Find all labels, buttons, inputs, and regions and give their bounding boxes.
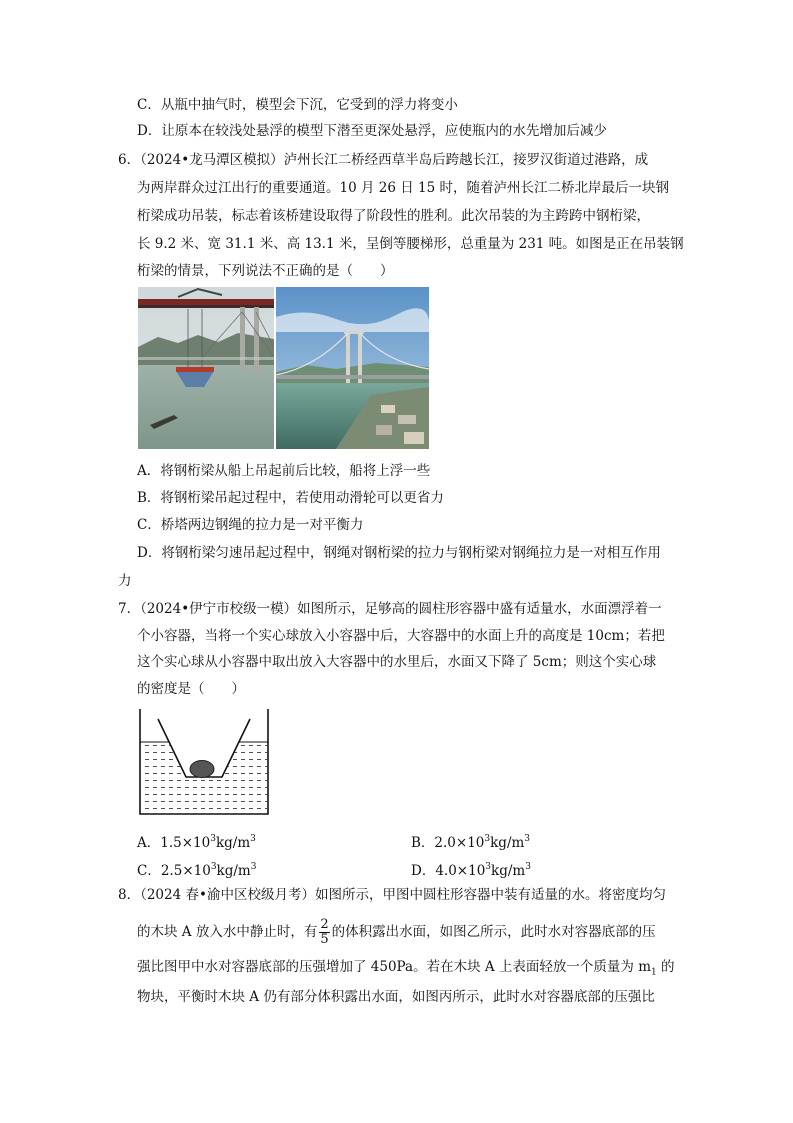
q7-stem-line-4: 的密度是（ ） xyxy=(137,681,245,697)
bridge-lifting-photo xyxy=(138,287,274,449)
q7-option-c: C．$2.5\times 10^3kg/m^3$ xyxy=(137,862,257,879)
q6-option-d: D．将钢桁梁匀速吊起过程中，钢绳对钢桁梁的拉力与钢桁梁对钢绳拉力是一对相互作用 xyxy=(137,545,661,561)
q7-stem-line-3: 这个实心球从小容器中取出放入大容器中的水里后，水面又下降了 5cm；则这个实心球 xyxy=(137,654,657,670)
q6-stem-line-1: 6．（2024•龙马潭区模拟）泸州长江二桥经西草半岛后跨越长江，接罗汉街道过港路，成 xyxy=(118,152,649,168)
q5-option-c: C．从瓶中抽气时，模型会下沉，它受到的浮力将变小 xyxy=(137,97,458,113)
q6-option-a: A．将钢桁梁从船上吊起前后比较，船将上浮一些 xyxy=(137,463,431,479)
container-diagram xyxy=(136,707,272,817)
q6-stem-line-4: 长 9.2 米、宽 31.1 米、高 13.1 米，呈倒等腰梯形，总重量为 231 吨。如图是正在吊装钢 xyxy=(137,236,684,252)
q7-stem-line-1: 7．（2024•伊宁市校级一模）如图所示，足够高的圆柱形容器中盛有适量水，水面漂浮着一 xyxy=(118,601,662,617)
q6-stem-line-5: 桁梁的情景，下列说法不正确的是（ ） xyxy=(137,263,394,279)
q7-option-d: D．$4.0\times 10^3kg/m^3$ xyxy=(411,862,531,879)
q6-option-c: C．桥塔两边钢绳的拉力是一对平衡力 xyxy=(137,517,364,533)
q5-option-d: D．让原本在较浅处悬浮的模型下潜至更深处悬浮，应使瓶内的水先增加后减少 xyxy=(137,123,607,139)
q8-stem-line-3: 强比图甲中水对容器底部的压强增加了 450Pa。若在木块 A 上表面轻放一个质量为 $m_1$ 的 xyxy=(137,959,675,978)
q7-stem-line-2: 个小容器，当将一个实心球放入小容器中后，大容器中的水面上升的高度是 10cm；若把 xyxy=(137,628,665,644)
q6-option-b: B．将钢桁梁吊起过程中，若使用动滑轮可以更省力 xyxy=(137,490,444,506)
q7-option-a: A．$1.5\times 10^3kg/m^3$ xyxy=(137,834,256,851)
q6-stem-line-3: 桁梁成功吊装，标志着该桥建设取得了阶段性的胜利。此次吊装的为主跨跨中钢桁梁， xyxy=(137,208,650,224)
fraction-two-fifths: $\frac{2}{5}$ xyxy=(320,917,329,947)
q8-stem-line-2: 的木块 A 放入水中静止时，有 $\frac{2}{5}$ 的体积露出水面，如图乙所示，此时水对容器底部的压 xyxy=(137,917,656,947)
q8-stem-line-4: 物块，平衡时木块 A 仍有部分体积露出水面，如图丙所示，此时水对容器底部的压强比 xyxy=(137,989,655,1005)
q6-option-d-wrap: 力 xyxy=(118,573,132,589)
q8-stem-line-1: 8．（2024 春•渝中区校级月考）如图所示，甲图中圆柱形容器中装有适量的水。将密度均匀 xyxy=(118,887,666,903)
q7-option-b: B．$2.0\times 10^3kg/m^3$ xyxy=(411,834,531,851)
bridge-aerial-photo xyxy=(276,287,429,449)
q6-stem-line-2: 为两岸群众过江出行的重要通道。10 月 26 日 15 时，随着泸州长江二桥北岸最后一块钢 xyxy=(137,180,669,196)
